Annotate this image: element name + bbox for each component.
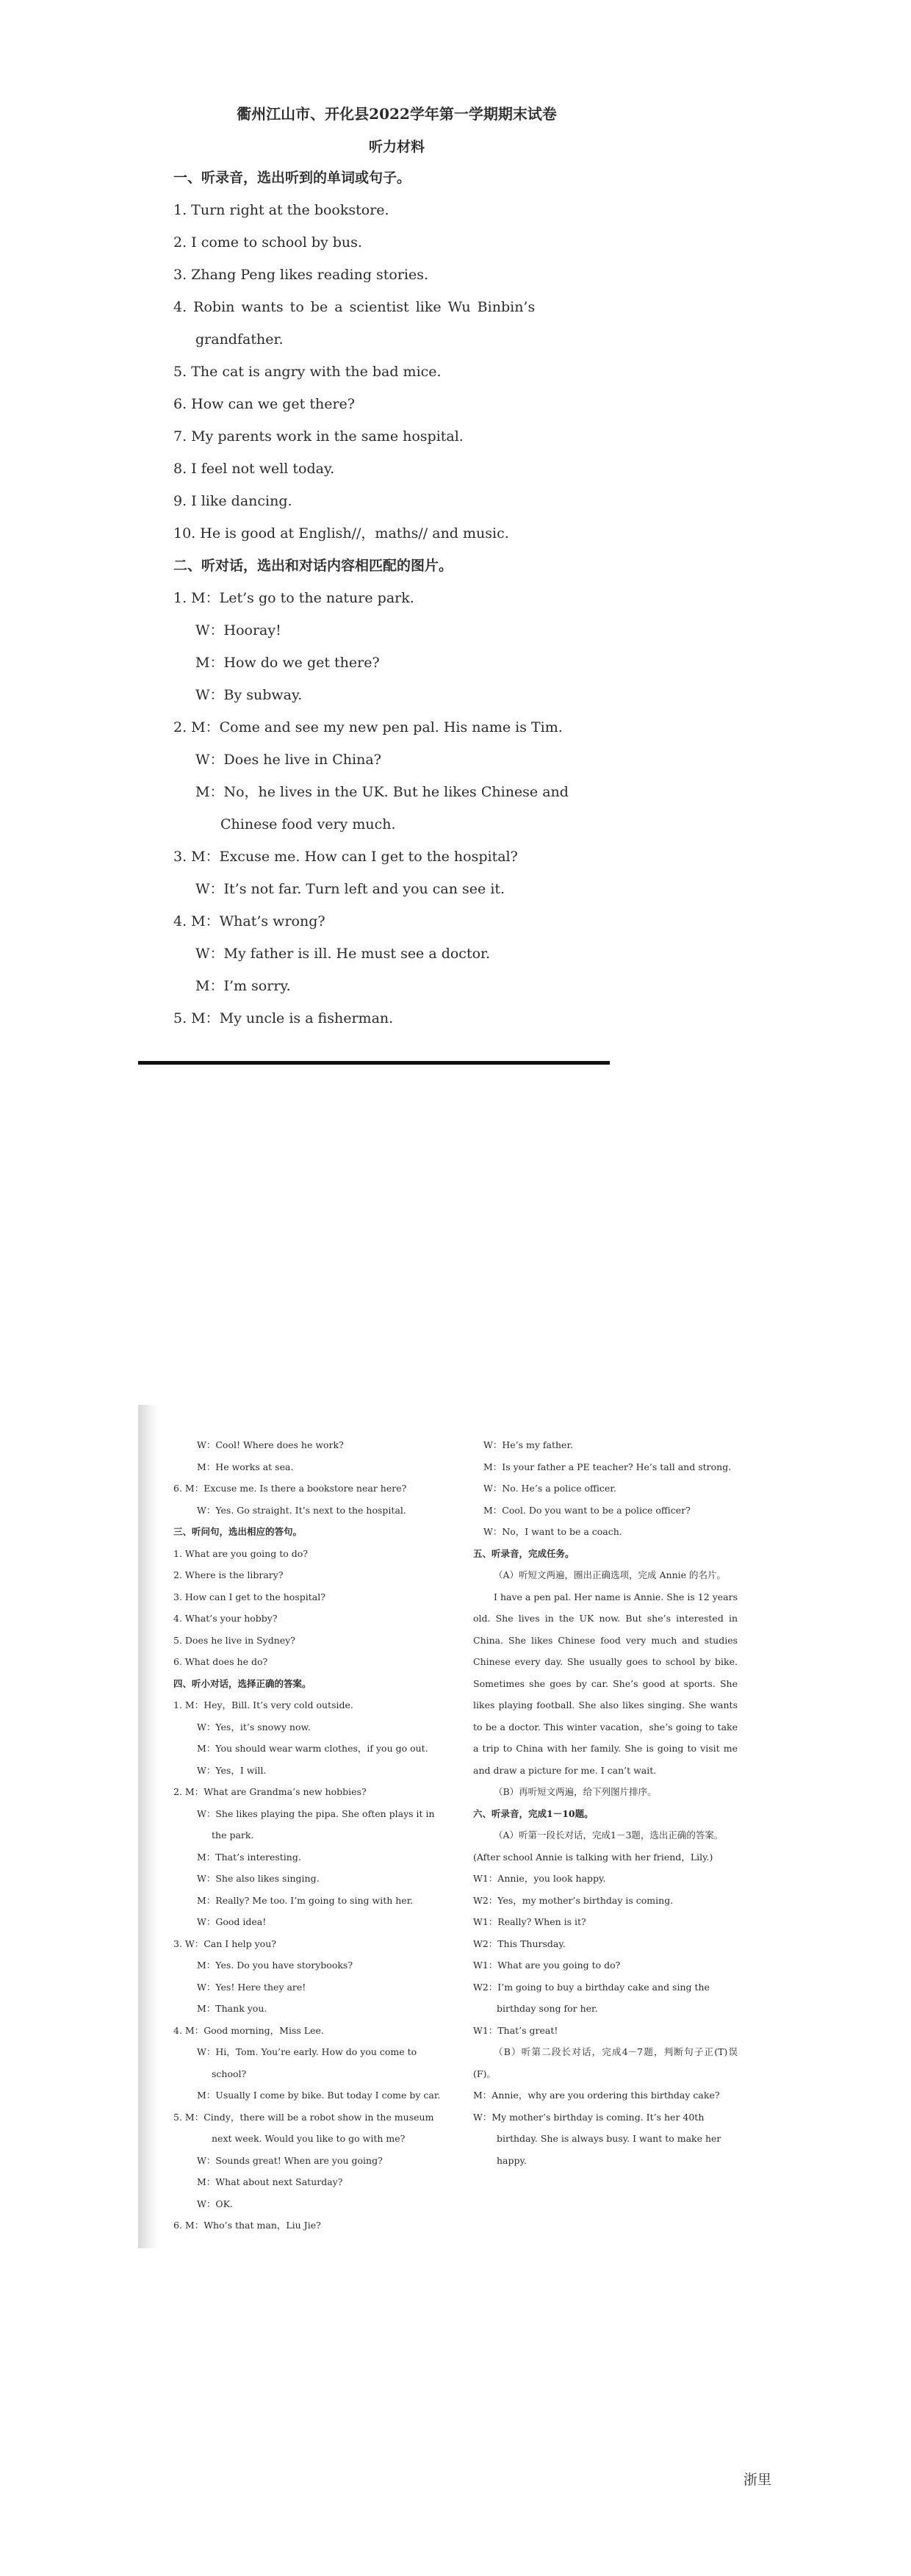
dialogue-line: (After school Annie is talking with her friend，Lily.) [473,1851,713,1863]
dialogue-line: W1：Really? When is it? [473,1916,586,1927]
s2-line: M：No，he lives in the UK. But he likes Chinese and [195,784,569,800]
dialogue-line: 2. M：What are Grandma’s new hobbies? [173,1786,367,1797]
s2-line: W：By subway. [195,687,303,703]
dialogue-line: W：Yes. Go straight. It’s next to the hospital. [197,1504,406,1516]
page-divider-rule [138,1061,610,1065]
question-line: 5. Does he live in Sydney? [173,1634,295,1646]
dialogue-line: M：That’s interesting. [197,1851,301,1863]
dialogue-line: W2：This Thursday. [473,1938,566,1949]
dialogue-line: 6. M：Who’s that man，Liu Jie? [173,2220,321,2231]
s2-line: 4. M：What’s wrong? [173,913,325,929]
second-page-scan [138,1405,755,2248]
dialogue-line: 1. M：Hey，Bill. It’s very cold outside. [173,1699,353,1710]
dialogue-line: birthday. She is always busy. I want to make her [497,2133,721,2144]
section-6-heading: 六、听录音，完成1－10题。 [473,1807,594,1819]
s1-line: 4. Robin wants to be a scientist like Wu Binbin’s [173,299,536,315]
dialogue-line: W：She also likes singing. [197,1873,320,1884]
section-2-heading: 二、听对话，选出和对话内容相匹配的图片。 [173,558,453,574]
dialogue-line: W：She likes playing the pipa. She often plays it in [197,1807,435,1819]
s2-line: 2. M：Come and see my new pen pal. His name is Tim. [173,719,563,735]
section-3-heading: 三、听问句，选出相应的答句。 [173,1526,303,1537]
dialogue-line: W1：Annie，you look happy. [473,1873,606,1884]
s2-line: W：My father is ill. He must see a doctor. [195,946,491,962]
page-subtitle: 听力材料 [368,139,425,155]
dialogue-line: W：Hi，Tom. You’re early. How do you come to [197,2046,417,2057]
dialogue-line: W2：I’m going to buy a birthday cake and sing the [473,1981,710,1993]
question-line: 6. What does he do? [173,1656,268,1667]
section-5b-instruction: （B）再听短文两遍，给下列图片排序。 [494,1786,657,1797]
dialogue-line: M：You should wear warm clothes，if you go out. [197,1743,428,1754]
s1-line: 9. I like dancing. [173,493,292,509]
dialogue-line: the park. [212,1830,254,1841]
dialogue-line: M：Thank you. [197,2003,267,2014]
left-column [173,1434,441,2237]
dialogue-line: M：Usually I come by bike. But today I come by car. [197,2090,441,2101]
section-4-heading: 四、听小对话，选择正确的答案。 [173,1677,312,1689]
dialogue-line: next week. Would you like to go with me? [212,2133,406,2144]
dialogue-line: 4. M：Good morning，Miss Lee. [173,2024,324,2036]
dialogue-line: W：Cool! Where does he work? [197,1439,344,1450]
s2-line: Chinese food very much. [220,816,396,832]
dialogue-line: 6. M：Excuse me. Is there a bookstore near here? [173,1483,407,1494]
dialogue-line: W：Sounds great! When are you going? [197,2154,383,2166]
s1-line: 7. My parents work in the same hospital. [173,428,464,445]
dialogue-line: W：Yes! Here they are! [197,1981,306,1993]
section-5a-instruction: （A）听短文两遍，圈出正确选项，完成 Annie 的名片。 [494,1569,726,1580]
question-line: 1. What are you going to do? [173,1547,308,1559]
dialogue-line: W1：That’s great! [473,2024,558,2036]
dialogue-line: M：He works at sea. [197,1461,294,1472]
s2-line: W：Does he live in China? [195,752,381,768]
s1-line: grandfather. [195,331,284,348]
s1-line: 6. How can we get there? [173,396,355,412]
dialogue-line: W：My mother’s birthday is coming. It’s her 40th [473,2111,705,2123]
dialogue-line: happy. [497,2154,527,2166]
right-column [473,1434,738,2171]
dialogue-line: 5. M：Cindy，there will be a robot show in the museum [173,2111,434,2123]
listening-material-page [140,96,624,1035]
s1-line: 8. I feel not well today. [173,461,335,477]
section-1-heading: 一、听录音，选出听到的单词或句子。 [173,170,411,186]
dialogue-line: W：No. He’s a police officer. [483,1483,616,1494]
dialogue-line: W：No，I want to be a coach. [483,1526,622,1537]
s2-line: 1. M：Let’s go to the nature park. [173,590,414,606]
dialogue-line: W：He’s my father. [483,1439,574,1450]
dialogue-line: W：OK. [197,2198,233,2209]
s2-line: M：I’m sorry. [195,978,291,994]
question-line: 4. What’s your hobby? [173,1613,278,1624]
page-title: 衢州江山市、开化县2022学年第一学期期末试卷 [237,105,557,123]
s2-line: W：Hooray! [195,622,281,638]
dialogue-line: W1：What are you going to do? [473,1960,621,1971]
question-line: 2. Where is the library? [173,1569,284,1580]
dialogue-line: M：Is your father a PE teacher? He’s tall and strong. [483,1461,732,1472]
s2-line: 3. M：Excuse me. How can I get to the hospital? [173,849,518,865]
section-5-passage: I have a pen pal. Her name is Annie. She is 12 years old. She lives in the UK now. But she’s interested in China. She likes Chinese food very much and studies Chinese every day. She usually goes to school by bike. Sometimes she goes by car. She’s good at sports. She likes playing football. She also likes singing. She wants to be a doctor. This winter vacation，she’s going to take a trip to China with her family. She is going to visit me and draw a picture for me. I can’t wait. [473,1591,738,1776]
dialogue-line: M：Cool. Do you want to be a police officer? [483,1504,691,1516]
dialogue-line: school? [212,2068,247,2079]
s2-line: 5. M：My uncle is a fisherman. [173,1010,394,1026]
dialogue-line: 3. W：Can I help you? [173,1938,276,1949]
dialogue-line: W：Good idea! [197,1916,267,1927]
page-gutter-shadow [138,1405,159,2248]
question-line: 3. How can I get to the hospital? [173,1591,325,1602]
dialogue-line: M：What about next Saturday? [197,2176,343,2187]
dialogue-line: M：Yes. Do you have storybooks? [197,1960,353,1971]
s1-line: 10. He is good at English//，maths// and music. [173,525,509,542]
s1-line: 2. I come to school by bus. [173,234,362,251]
s1-line: 5. The cat is angry with the bad mice. [173,364,442,380]
dialogue-line: M：Annie，why are you ordering this birthday cake? [473,2090,720,2101]
section-6a-instruction: （A）听第一段长对话，完成1－3题，选出正确的答案。 [494,1830,724,1841]
dialogue-line: W2：Yes，my mother’s birthday is coming. [473,1894,674,1906]
dialogue-line: M：Really? Me too. I’m going to sing with her. [197,1894,414,1906]
s2-line: M：How do we get there? [195,655,380,671]
section-6b-instruction: （B）听第二段长对话，完成4－7题，判断句子正(T)误(F)。 [473,2046,738,2079]
dialogue-line: birthday song for her. [497,2003,598,2014]
dialogue-line: W：Yes，it’s snowy now. [197,1721,311,1733]
s1-line: 1. Turn right at the bookstore. [173,202,389,218]
dialogue-line: W：Yes，I will. [197,1764,267,1776]
section-5-heading: 五、听录音，完成任务。 [473,1547,575,1559]
s1-line: 3. Zhang Peng likes reading stories. [173,267,429,283]
corner-watermark-text: 浙里 [743,2472,772,2488]
s2-line: W：It’s not far. Turn left and you can see it. [195,881,505,897]
